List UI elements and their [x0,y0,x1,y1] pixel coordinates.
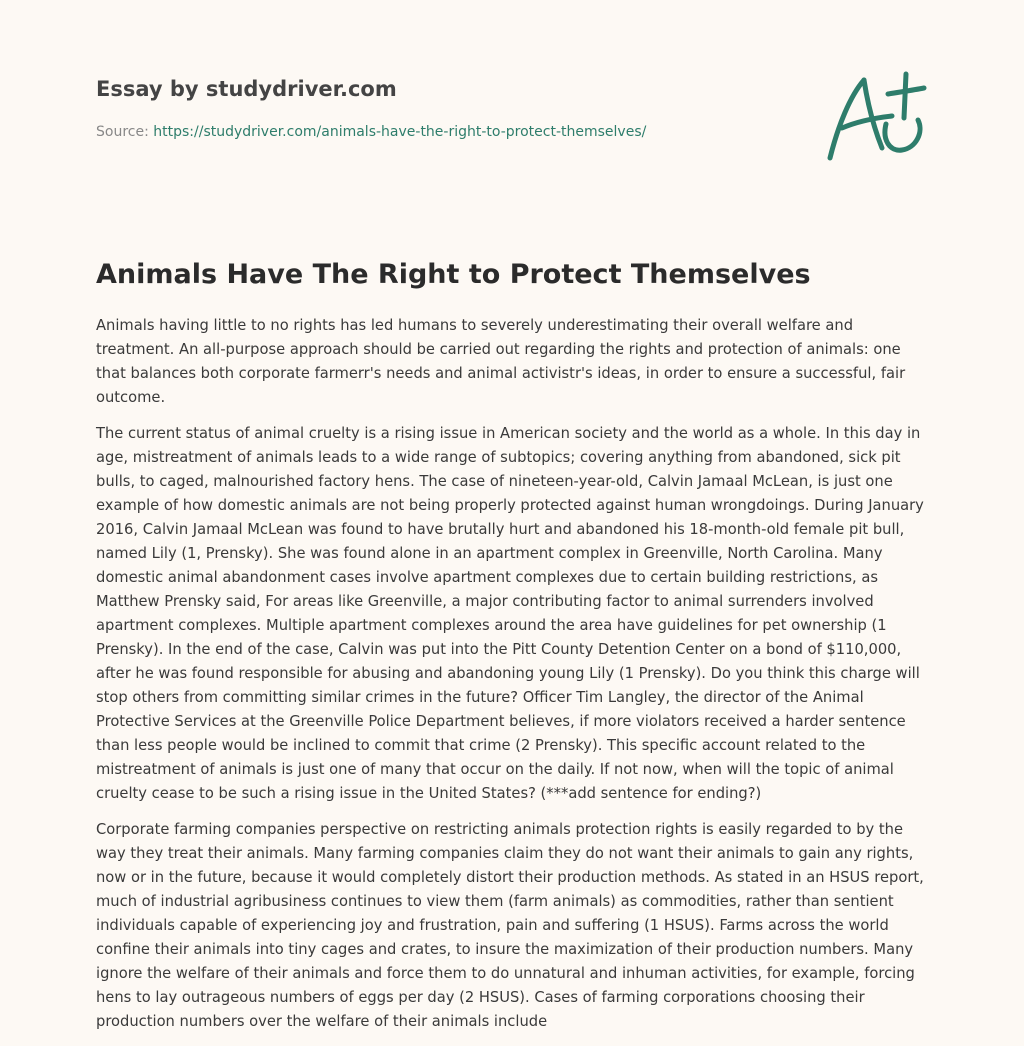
essay-body [96,314,932,1046]
source-link[interactable]: https://studydriver.com/animals-have-the-right-to-protect-themselves/ [153,124,647,140]
essay-title: Animals Have The Right to Protect Themselves [96,259,811,290]
source-line [96,122,796,142]
site-brand: Essay by studydriver.com [96,77,397,101]
essay-paragraph: Corporate farming companies perspective on restricting animals protection rights is easily regarded to by the way they treat their animals. Many farming companies claim they do not want their animals to gain any rights, now or in the future, because it would completely distort their production methods. As stated in an HSUS report, much of industrial agribusiness continues to view them (farm animals) as commodities, rather than sentient individuals capable of experiencing joy and frustration, pain and suffering (1 HSUS). Farms across the world confine their animals into tiny cages and crates, to insure the maximization of their production numbers. Many ignore the welfare of their animals and force them to do unnatural and inhuman activities, for example, forcing hens to lay outrageous numbers of eggs per day (2 HSUS). Cases of farming corporations choosing their production numbers over the welfare of their animals include [96,821,924,1030]
essay-paragraph: The current status of animal cruelty is a rising issue in American society and the world as a whole. In this day in age, mistreatment of animals leads to a wide range of subtopics; covering anything from abandoned, sick pit bulls, to caged, malnourished factory hens. The case of nineteen-year-old, Calvin Jamaal McLean, is just one example of how domestic animals are not being properly protected against human wrongdoings. During January 2016, Calvin Jamaal McLean was found to have brutally hurt and abandoned his 18-month-old female pit bull, named Lily (1, Prensky). She was found alone in an apartment complex in Greenville, North Carolina. Many domestic animal abandonment cases involve apartment complexes due to certain building restrictions, as Matthew Prensky said, For areas like Greenville, a major contributing factor to animal surrenders involved apartment complexes. Multiple apartment complexes around the area have guidelines for pet ownership (1 Prensky). In the end of the case, Calvin was put into the Pitt County Detention Center on a bond of $110,000, after he was found responsible for abusing and abandoning young Lily (1 Prensky). Do you think this charge will stop others from committing similar crimes in the future? Officer Tim Langley, the director of the Animal Protective Services at the Greenville Police Department believes, if more violators received a harder sentence than less people would be inclined to commit that crime (2 Prensky). This specific account related to the mistreatment of animals is just one of many that occur on the daily. If not now, when will the topic of animal cruelty cease to be such a rising issue in the United States? (***add sentence for ending?) [96,425,924,802]
source-label: Source: [96,124,149,140]
essay-paragraph: Animals having little to no rights has led humans to severely underestimating their overall welfare and treatment. An all-purpose approach should be carried out regarding the rights and protection of animals: one that balances both corporate farmerr's needs and animal activistr's ideas, in order to ensure a successful, fair outcome. [96,317,906,406]
essay-header [96,74,796,142]
a-plus-grade-icon [820,66,930,166]
